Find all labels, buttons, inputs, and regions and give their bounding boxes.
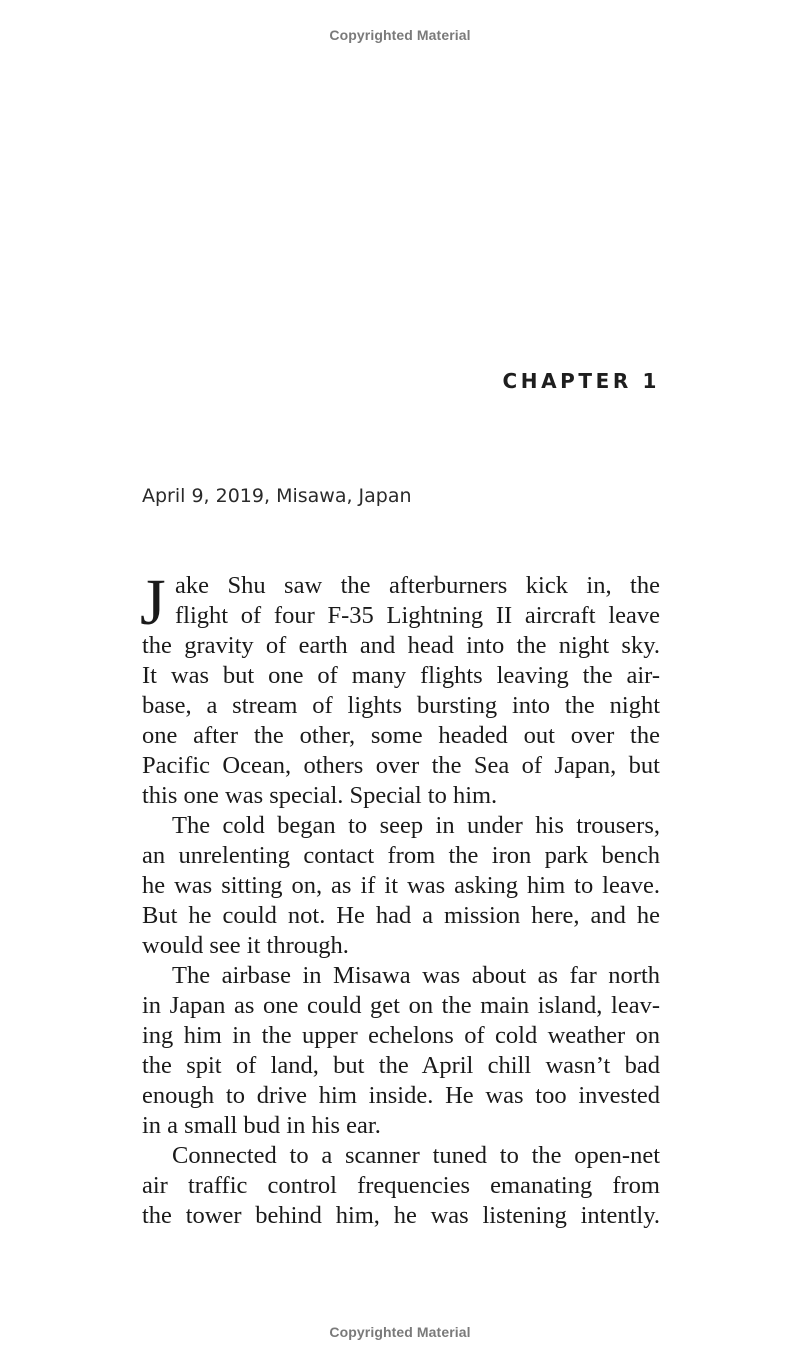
- chapter-body: [140, 566, 660, 1231]
- paragraph-2: [142, 811, 660, 961]
- text-line: The cold began to seep in under his trousers,: [172, 812, 660, 839]
- chapter-heading: CHAPTER 1: [502, 369, 660, 393]
- text-line: the gravity of earth and head into the night sky.: [142, 632, 660, 659]
- text-line: the spit of land, but the April chill wasn’t bad: [142, 1052, 660, 1079]
- text-line: But he could not. He had a mission here, and he: [142, 902, 660, 929]
- text-line: in Japan as one could get on the main island, leav-: [142, 992, 660, 1019]
- text-line: base, a stream of lights bursting into the night: [142, 692, 660, 719]
- text-line: Connected to a scanner tuned to the open-net: [172, 1142, 660, 1169]
- text-line: ake Shu saw the afterburners kick in, the: [175, 572, 660, 599]
- text-line: It was but one of many flights leaving the air-: [142, 662, 660, 689]
- text-line: in a small bud in his ear.: [142, 1112, 381, 1139]
- text-line: flight of four F-35 Lightning II aircraft leave: [175, 602, 660, 629]
- text-line: this one was special. Special to him.: [142, 782, 498, 809]
- text-line: he was sitting on, as if it was asking him to leave.: [142, 872, 660, 899]
- paragraph-1: [140, 566, 660, 811]
- text-line: an unrelenting contact from the iron park bench: [142, 842, 660, 869]
- text-line: enough to drive him inside. He was too invested: [142, 1082, 660, 1109]
- paragraph-3: [142, 961, 660, 1141]
- text-line: air traffic control frequencies emanating from: [142, 1172, 660, 1199]
- text-line: ing him in the upper echelons of cold weather on: [142, 1022, 660, 1049]
- text-line: the tower behind him, he was listening intently.: [142, 1202, 660, 1229]
- chapter-dateline: April 9, 2019, Misawa, Japan: [142, 485, 412, 507]
- text-line: would see it through.: [142, 932, 349, 959]
- text-line: Pacific Ocean, others over the Sea of Japan, but: [142, 752, 660, 779]
- paragraph-4: [142, 1141, 660, 1231]
- text-line: one after the other, some headed out over the: [142, 722, 660, 749]
- text-line: The airbase in Misawa was about as far north: [172, 962, 660, 989]
- copyright-watermark-top: Copyrighted Material: [329, 27, 471, 43]
- drop-cap: J: [140, 566, 166, 639]
- copyright-watermark-bottom: Copyrighted Material: [329, 1324, 471, 1340]
